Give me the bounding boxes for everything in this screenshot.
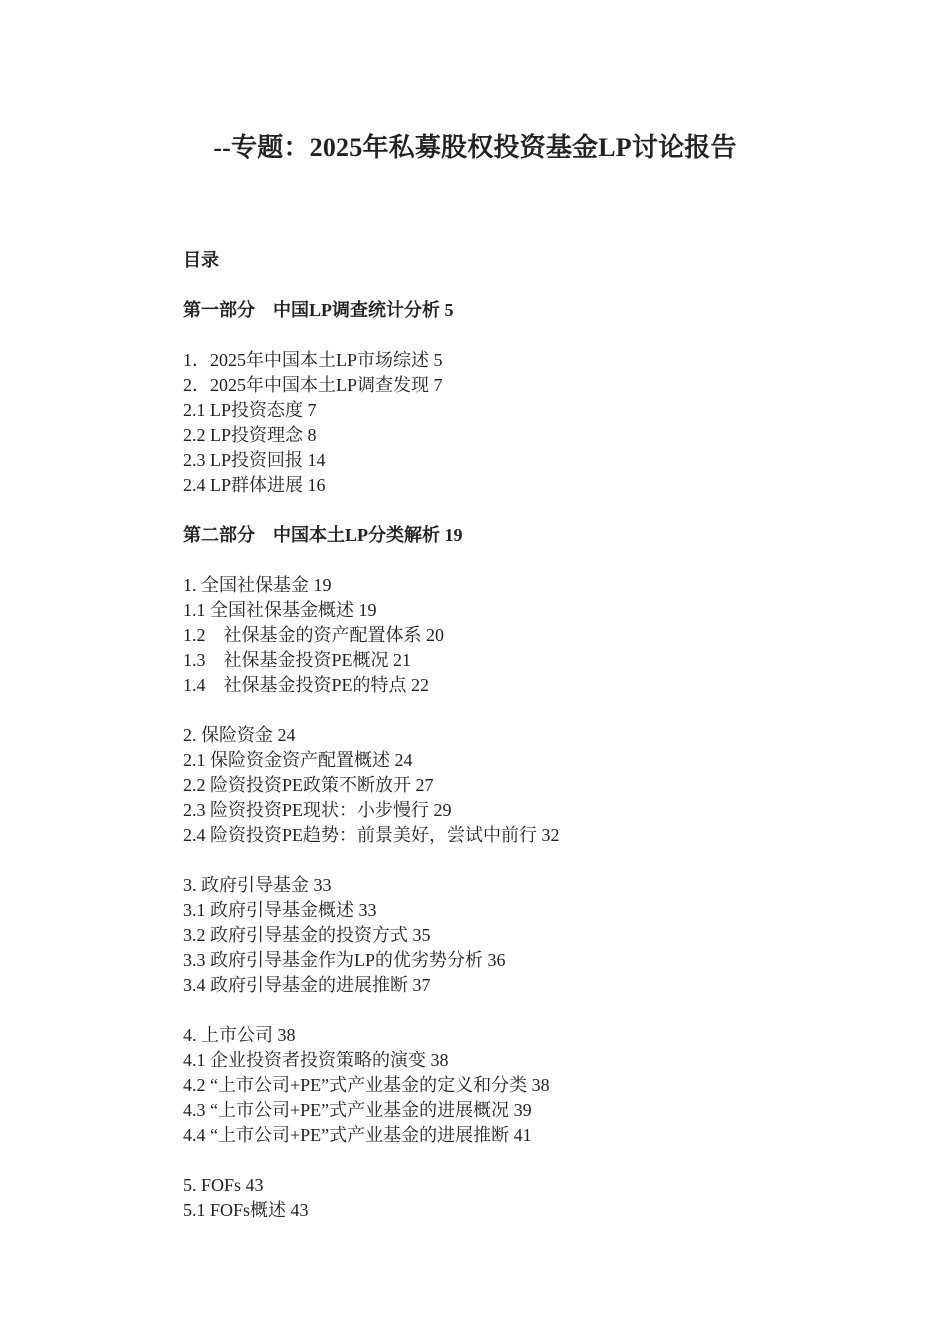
table-of-contents xyxy=(183,248,883,1248)
toc-entry[interactable]: 5.1 FOFs概述 43 xyxy=(183,1200,309,1220)
toc-part-1 xyxy=(183,298,883,323)
toc-entry[interactable]: 2.4 险资投资PE趋势：前景美好，尝试中前行 32 xyxy=(183,825,560,845)
part-2-group-listed-companies xyxy=(183,1023,883,1148)
toc-entry[interactable]: 1.3 社保基金投资PE概况 21 xyxy=(183,650,412,670)
toc-entry[interactable]: 2．2025年中国本土LP调查发现 7 xyxy=(183,375,443,395)
toc-entry[interactable]: 4.3 “上市公司+PE”式产业基金的进展概况 39 xyxy=(183,1100,532,1120)
toc-entry[interactable]: 4. 上市公司 38 xyxy=(183,1025,296,1045)
toc-entry[interactable]: 1. 全国社保基金 19 xyxy=(183,575,332,595)
toc-entry[interactable]: 1.4 社保基金投资PE的特点 22 xyxy=(183,675,430,695)
toc-entry[interactable]: 1.1 全国社保基金概述 19 xyxy=(183,600,377,620)
part-2-group-insurance xyxy=(183,723,883,848)
toc-entry[interactable]: 3.4 政府引导基金的进展推断 37 xyxy=(183,975,431,995)
toc-entry[interactable]: 3.2 政府引导基金的投资方式 35 xyxy=(183,925,431,945)
toc-entry[interactable]: 2.1 LP投资态度 7 xyxy=(183,400,317,420)
toc-entry[interactable]: 2.1 保险资金资产配置概述 24 xyxy=(183,750,413,770)
part-1-entries xyxy=(183,348,883,498)
part-1-title: 第一部分 中国LP调查统计分析 5 xyxy=(183,300,454,320)
toc-part-2 xyxy=(183,523,883,548)
toc-entry[interactable]: 2. 保险资金 24 xyxy=(183,725,296,745)
toc-entry[interactable]: 3.1 政府引导基金概述 33 xyxy=(183,900,377,920)
toc-entry[interactable]: 3.3 政府引导基金作为LP的优劣势分析 36 xyxy=(183,950,506,970)
part-2-group-government-fund xyxy=(183,873,883,998)
toc-entry[interactable]: 1．2025年中国本土LP市场综述 5 xyxy=(183,350,443,370)
toc-heading: 目录 xyxy=(183,250,219,270)
toc-entry[interactable]: 2.3 LP投资回报 14 xyxy=(183,450,326,470)
toc-entry[interactable]: 2.2 险资投资PE政策不断放开 27 xyxy=(183,775,434,795)
toc-entry[interactable]: 4.2 “上市公司+PE”式产业基金的定义和分类 38 xyxy=(183,1075,550,1095)
toc-entry[interactable]: 4.1 企业投资者投资策略的演变 38 xyxy=(183,1050,449,1070)
toc-entry[interactable]: 2.4 LP群体进展 16 xyxy=(183,475,326,495)
document-title: --专题：2025年私募股权投资基金LP讨论报告 xyxy=(213,133,737,162)
toc-entry[interactable]: 4.4 “上市公司+PE”式产业基金的进展推断 41 xyxy=(183,1125,532,1145)
toc-entry[interactable]: 2.2 LP投资理念 8 xyxy=(183,425,317,445)
toc-entry[interactable]: 3. 政府引导基金 33 xyxy=(183,875,332,895)
part-2-group-social-security xyxy=(183,573,883,698)
toc-entry[interactable]: 5. FOFs 43 xyxy=(183,1175,264,1195)
toc-entry[interactable]: 1.2 社保基金的资产配置体系 20 xyxy=(183,625,444,645)
part-2-title: 第二部分 中国本土LP分类解析 19 xyxy=(183,525,463,545)
toc-entry[interactable]: 2.3 险资投资PE现状：小步慢行 29 xyxy=(183,800,452,820)
part-2-group-fofs xyxy=(183,1173,883,1223)
